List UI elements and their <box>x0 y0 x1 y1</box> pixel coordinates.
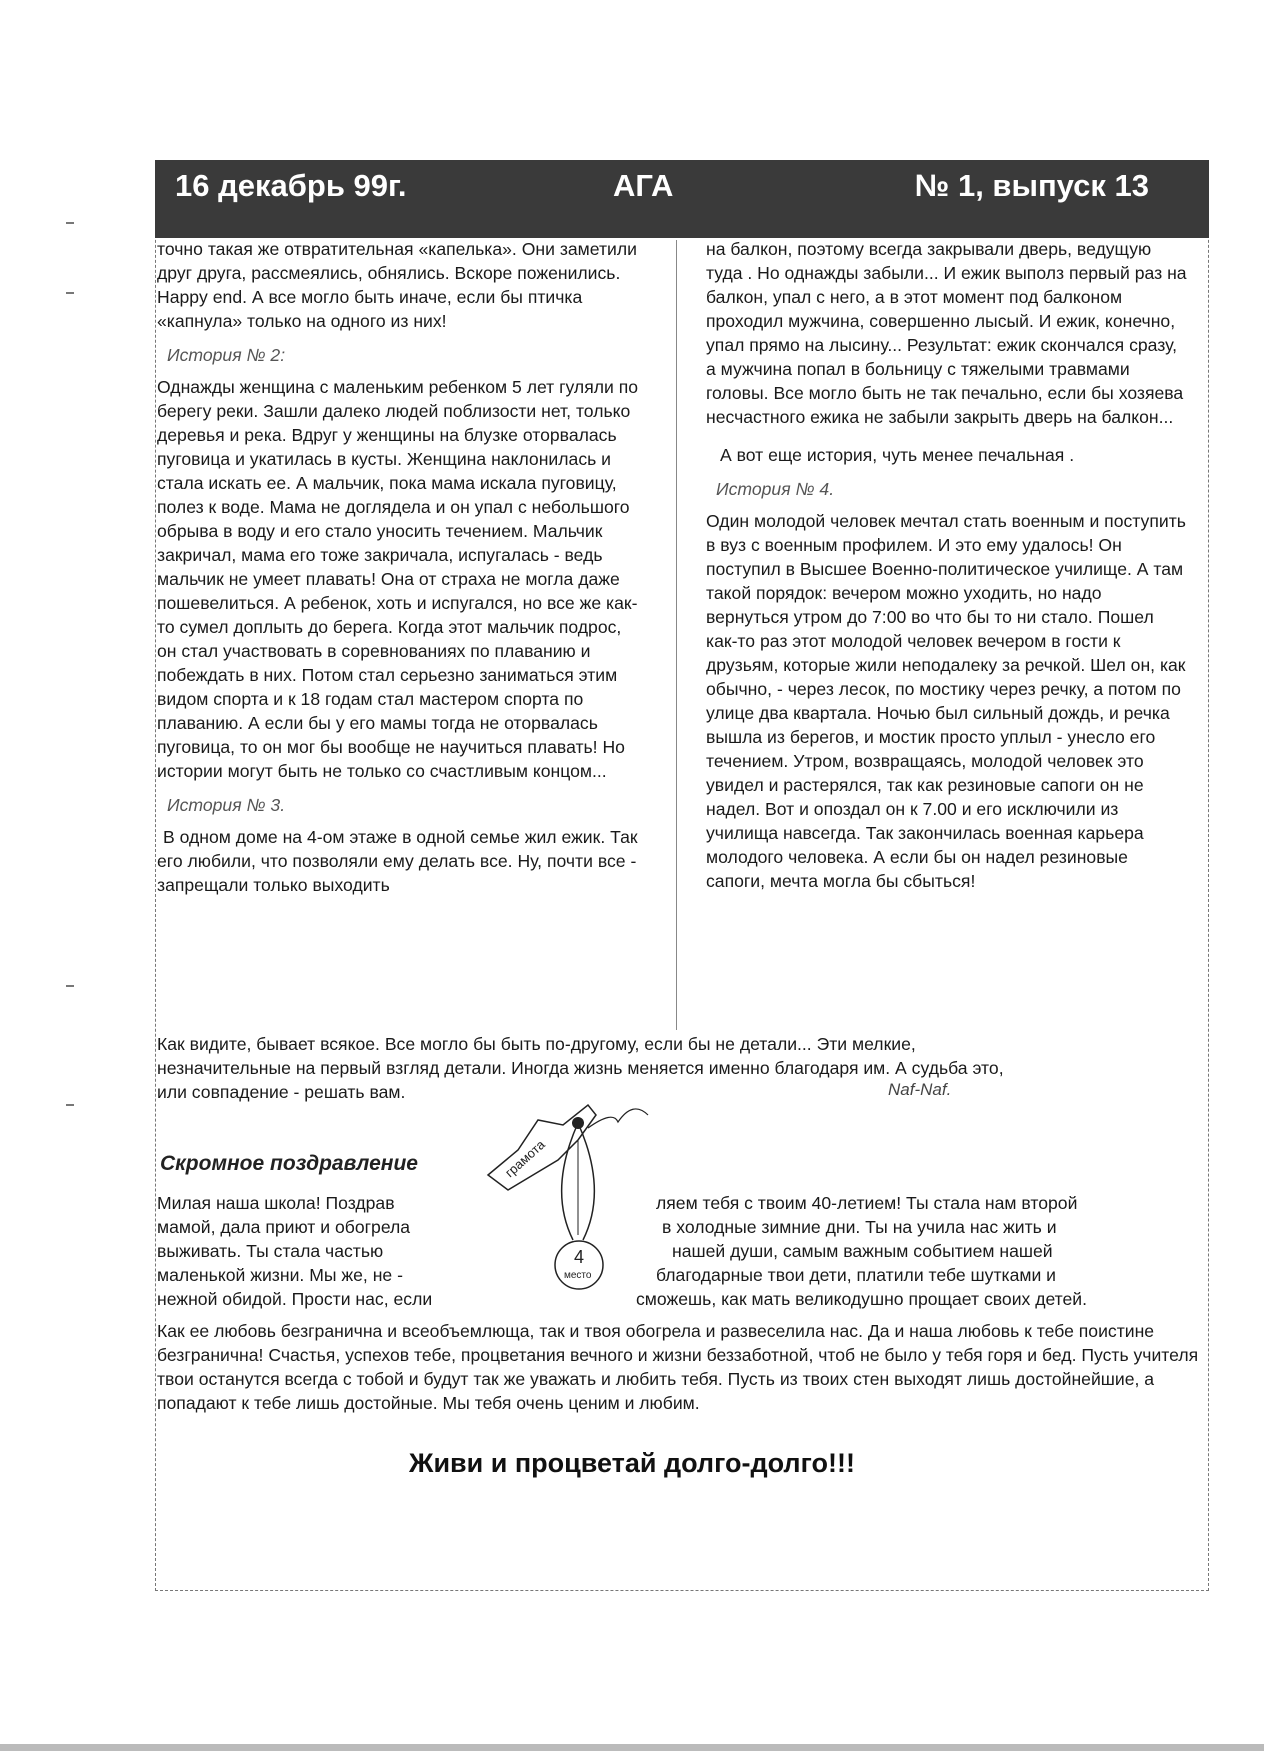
congrats-body <box>157 1319 1207 1415</box>
scan-mark <box>66 1104 74 1106</box>
author-signature: Naf-Naf. <box>888 1080 952 1099</box>
conclusion-line: незначительные на первый взгляд детали. Иногда жизнь меняется именно благодаря им. А судьба это, <box>157 1058 1004 1078</box>
newspaper-header <box>155 160 1209 238</box>
medal-illustration <box>478 1080 678 1310</box>
congrats-text-left: нежной обидой. Прости нас, если <box>157 1289 433 1309</box>
story3-heading: История № 3. <box>167 795 286 815</box>
newspaper-name: АГА <box>613 168 674 203</box>
closing-slogan: Живи и процветай долго-долго!!! <box>409 1448 855 1478</box>
ribbon-label: грамота <box>501 1136 548 1181</box>
scan-edge <box>0 1744 1264 1751</box>
ribbon-right <box>578 1123 594 1240</box>
left-column <box>157 237 643 897</box>
congrats-text-left: маленькой жизни. Мы же, не - <box>157 1265 403 1285</box>
story3-text-start: В одном доме на 4-ом этаже в одной семье жил ежик. Так его любили, что позволяли ему делать все. Ну, почти все - запрещали только выходить <box>157 827 638 895</box>
story1-ending: точно такая же отвратительная «капелька». Они заметили друг друга, рассмеялись, обнялись. Вскоре поженились. Happy end. А все могло быть иначе, если бы птичка «капнула» только на одного из них! <box>157 239 637 331</box>
column-divider <box>676 240 677 1030</box>
medal-caption: место <box>564 1270 592 1281</box>
conclusion <box>157 1032 1207 1104</box>
congrats-text-left: мамой, дала приют и обогрела <box>157 1217 411 1237</box>
congrats-text-right: в холодные зимние дни. Ты на учила нас жить и <box>662 1217 1057 1237</box>
congrats-text-right: ляем тебя с твоим 40-летием! Ты стала нам второй <box>656 1193 1078 1213</box>
scan-mark <box>66 222 74 224</box>
story2-text: Однажды женщина с маленьким ребенком 5 лет гуляли по берегу реки. Зашли далеко людей поблизости нет, только деревья и река. Вдруг у женщины на блузке оторвалась пуговица и укатилась в кусты. Женщина наклонилась и стала искать ее. А мальчик, пока мама искала пуговицу, полез к воде. Мама не доглядела и он упал с небольшого обрыва в воду и его стало уносить течением. Мальчик закричал, мама его тоже закричала, испугалась - ведь мальчик не умеет плавать! Она от страха не могла даже пошевелиться. А ребенок, хоть и испугался, но все же как-то сумел доплыть до берега. Когда этот мальчик подрос, он стал участвовать в соревнованиях по плаванию и побеждать в них. Потом стал серьезно заниматься этим видом спорта и к 18 годам стал мастером спорта по плаванию. А если бы у его мамы тогда не оторвалась пуговица, то он мог бы вообще не научиться плавать! Но истории могут быть не только со счастливым концом... <box>157 377 639 781</box>
medal-number: 4 <box>574 1247 585 1267</box>
scan-mark <box>66 985 74 987</box>
right-column <box>706 237 1188 893</box>
congrats-text-left: Милая наша школа! Поздрав <box>157 1193 395 1213</box>
story3-text-end: на балкон, поэтому всегда закрывали дверь, ведущую туда . Но однажды забыли... И ежик выполз первый раз на балкон, упал с него, а в этот момент под балконом проходил мужчина, совершенно лысый. И ежик, конечно, упал прямо на лысину... Результат: ежик скончался сразу, а мужчина попал в больницу с тяжелыми травмами головы. Все могло быть не так печально, если бы хозяева несчастного ежика не забыли закрыть дверь на балкон... <box>706 239 1187 427</box>
sparkle-line <box>588 1109 648 1128</box>
congrats-text-right: сможешь, как мать великодушно прощает своих детей. <box>636 1289 1088 1309</box>
congrats-heading: Скромное поздравление <box>160 1152 418 1175</box>
transition-line: А вот еще история, чуть менее печальная . <box>720 445 1075 465</box>
issue-number: № 1, выпуск 13 <box>914 168 1149 203</box>
story4-text: Один молодой человек мечтал стать военным и поступить в вуз с военным профилем. И это ему удалось! Он поступил в Высшее Военно-политическое училище. А там такой порядок: вечером можно уходить, но надо вернуться утром до 7:00 во что бы то ни стало. Пошел как-то раз этот молодой человек вечером в гости к друзьям, которые жили неподалеку за речкой. Шел он, как обычно, - через лесок, по мостику через речку, а потом по улице два квартала. Ночью был сильный дождь, и речка вышла из берегов, и мостик просто уплыл - унесло его течением. Утром, возвращаясь, молодой человек это увидел и растерялся, так как резиновые сапоги он не надел. Вот и опоздал он к 7.00 и его исключили из училища навсегда. Так закончилась военная карьера молодого человека. А если бы он надел резиновые сапоги, мечта могла бы сбыться! <box>706 511 1186 891</box>
congrats-text-left: выживать. Ты стала частью <box>157 1241 384 1261</box>
conclusion-line: или совпадение - решать вам. <box>157 1082 406 1102</box>
ribbon-left <box>562 1123 578 1240</box>
issue-date: 16 декабрь 99г. <box>175 168 407 203</box>
story4-heading: История № 4. <box>716 479 835 499</box>
congrats-text-right: нашей души, самым важным событием нашей <box>672 1241 1053 1261</box>
conclusion-line: Как видите, бывает всякое. Все могло бы быть по-другому, если бы не детали... Эти мелкие, <box>157 1034 916 1054</box>
congrats-text-right: благодарные твои дети, платили тебе шутками и <box>656 1265 1057 1285</box>
story2-heading: История № 2: <box>167 345 286 365</box>
congrats-paragraph: Как ее любовь безгранична и всеобъемлюща, так и твоя обогрела и развеселила нас. Да и наша любовь к тебе поистине безгранична! Счастья, успехов тебе, процветания вечного и жизни беззаботной, чтоб не было у тебя горя и бед. Пусть учителя твои останутся всегда с тобой и будут так же уважать и любить тебя. Пусть из твоих стен выходят лишь достойнейшие, а попадают к тебе лишь достойные. Мы тебя очень ценим и любим. <box>157 1321 1199 1413</box>
scan-mark <box>66 292 74 294</box>
